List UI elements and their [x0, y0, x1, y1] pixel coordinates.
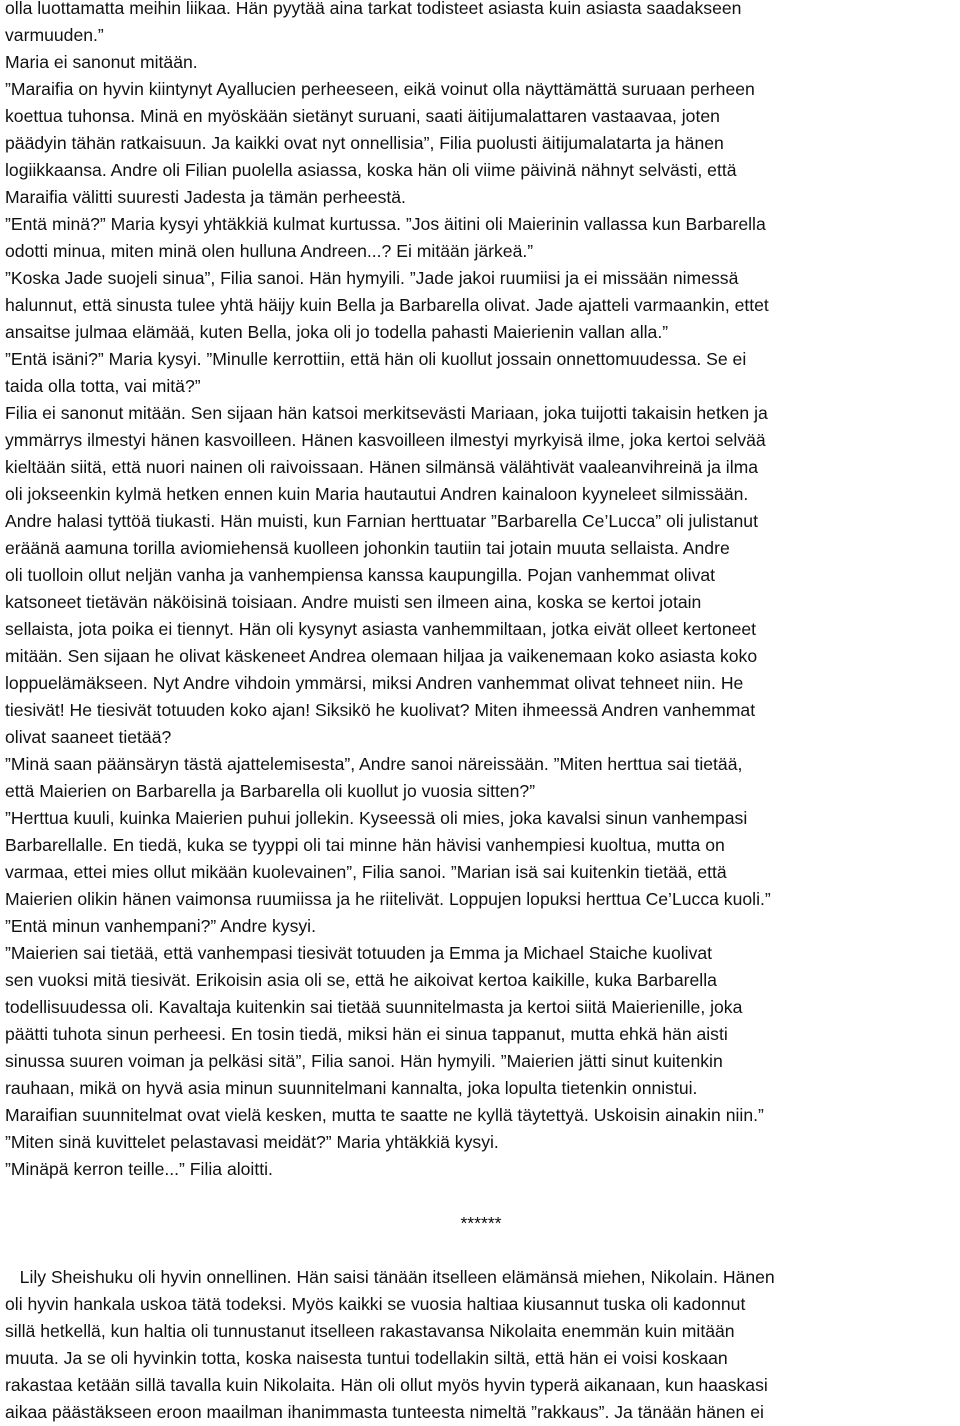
- text-line: päädyin tähän ratkaisuun. Ja kaikki ovat nyt onnellisia”, Filia puolusti äitijumalatarta ja hänen: [5, 133, 724, 153]
- text-line: olla luottamatta meihin liikaa. Hän pyytää aina tarkat todisteet asiasta kuin asiasta saadakseen: [5, 0, 742, 18]
- text-line: loppuelämäkseen. Nyt Andre vihdoin ymmärsi, miksi Andren vanhemmat olivat tehneet niin. He: [5, 673, 744, 693]
- text-line: oli tuolloin ollut neljän vanha ja vanhempiensa kanssa kaupungilla. Pojan vanhemmat olivat: [5, 565, 716, 585]
- text-line: mitään. Sen sijaan he olivat käskeneet Andrea olemaan hiljaa ja vaikenemaan koko asiasta koko: [5, 646, 758, 666]
- text-line: sellaista, jota poika ei tiennyt. Hän oli kysynyt asiasta vanhemmiltaan, jotka eivät olleet kertoneet: [5, 619, 757, 639]
- section-two-text: [5, 1264, 957, 1426]
- text-line: ”Maierien sai tietää, että vanhempasi tiesivät totuuden ja Emma ja Michael Staiche kuolivat: [5, 943, 713, 963]
- text-line: ymmärrys ilmestyi hänen kasvoilleen. Hänen kasvoilleen ilmestyi myrkyisä ilme, joka kertoi selvää: [5, 430, 766, 450]
- text-line: todellisuudessa oli. Kavaltaja kuitenkin sai tietää suunnitelmasta ja kertoi siitä Maierienille, joka: [5, 997, 743, 1017]
- blank-line: [5, 1183, 957, 1210]
- text-line: ”Maraifia on hyvin kiintynyt Ayallucien perheeseen, eikä voinut olla näyttämättä suruaan perheen: [5, 79, 755, 99]
- text-line: koettua tuhonsa. Minä en myöskään sietänyt suruani, saati äitijumalattaren vastaavaa, joten: [5, 106, 720, 126]
- text-line: kieltään siitä, että nuori nainen oli raivoissaan. Hänen silmänsä välähtivät vaaleanvihreinä ja ilma: [5, 457, 759, 477]
- text-line: päätti tuhota sinun perheesi. En tosin tiedä, miksi hän ei sinua tappanut, mutta ehkä hän aisti: [5, 1024, 728, 1044]
- text-line: varmuuden.”: [5, 25, 104, 45]
- text-line: ”Entä minun vanhempani?” Andre kysyi.: [5, 916, 316, 936]
- text-line: Filia ei sanonut mitään. Sen sijaan hän katsoi merkitsevästi Mariaan, joka tuijotti takaisin hetken ja: [5, 403, 768, 423]
- text-line: Maierien olikin hänen vaimonsa ruumiissa ja he riitelivät. Loppujen lopuksi herttua Ce’Lucca kuoli.”: [5, 889, 771, 909]
- text-line: ”Minä saan päänsäryn tästä ajattelemisesta”, Andre sanoi näreissään. ”Miten herttua sai tietää,: [5, 754, 743, 774]
- text-line: muuta. Ja se oli hyvinkin totta, koska naisesta tuntui todellakin siltä, että hän ei voisi koskaan: [5, 1348, 728, 1368]
- text-line: että Maierien on Barbarella ja Barbarella oli kuollut jo vuosia sitten?”: [5, 781, 536, 801]
- text-line: sillä hetkellä, kun haltia oli tunnustanut itselleen rakastavansa Nikolaita enemmän kuin mitään: [5, 1321, 735, 1341]
- text-line: Maraifia välitti suuresti Jadesta ja tämän perheestä.: [5, 187, 406, 207]
- text-line: rakastaa ketään sillä tavalla kuin Nikolaita. Hän oli ollut myös hyvin typerä aikanaan, kun haaskasi: [5, 1375, 768, 1395]
- text-line: sinussa suuren voiman ja pelkäsi sitä”, Filia sanoi. Hän hymyili. ”Maierien jätti sinut kuitenkin: [5, 1051, 723, 1071]
- text-line: logiikkaansa. Andre oli Filian puolella asiassa, koska hän oli viime päivinä nähnyt selvästi, että: [5, 160, 737, 180]
- text-line: taida olla totta, vai mitä?”: [5, 376, 201, 396]
- text-line: aikaa päästäkseen eroon maailman ihanimmasta tunteesta nimeltä ”rakkaus”. Ja tänään hänen ei: [5, 1402, 764, 1422]
- text-line: rauhaan, mikä on hyvä asia minun suunnitelmani kannalta, joka lopulta tietenkin onnistui.: [5, 1078, 698, 1098]
- text-line: tiesivät! He tiesivät totuuden koko ajan! Siksikö he kuolivat? Miten ihmeessä Andren vanhemmat: [5, 700, 756, 720]
- section-separator: ******: [460, 1213, 502, 1233]
- text-line: olivat saaneet tietää?: [5, 727, 172, 747]
- section-one-text: [5, 0, 957, 1183]
- text-line: ”Minäpä kerron teille...” Filia aloitti.: [5, 1159, 273, 1179]
- text-line: Lily Sheishuku oli hyvin onnellinen. Hän saisi tänään itselleen elämänsä miehen, Nikolain. Hänen: [5, 1267, 775, 1287]
- text-line: oli jokseenkin kylmä hetken ennen kuin Maria hautautui Andren kainaloon kyyneleet silmissään.: [5, 484, 749, 504]
- text-line: Maraifian suunnitelmat ovat vielä kesken, mutta te saatte ne kyllä täytettyä. Uskoisin ainakin niin.”: [5, 1105, 764, 1125]
- text-line: eräänä aamuna torilla aviomiehensä kuolleen johonkin tautiin tai jotain muuta sellaista. Andre: [5, 538, 730, 558]
- text-line: ”Miten sinä kuvittelet pelastavasi meidät?” Maria yhtäkkiä kysyi.: [5, 1132, 499, 1152]
- text-line: Barbarellalle. En tiedä, kuka se tyyppi oli tai minne hän hävisi vanhempiesi kuoltua, mutta on: [5, 835, 725, 855]
- text-line: oli hyvin hankala uskoa tätä todeksi. Myös kaikki se vuosia haltiaa kiusannut tuska oli kadonnut: [5, 1294, 746, 1314]
- text-line: sen vuoksi mitä tiesivät. Erikoisin asia oli se, että he aikoivat kertoa kaikille, kuka Barbarella: [5, 970, 717, 990]
- document-page: [5, 0, 957, 1426]
- text-line: ”Entä isäni?” Maria kysyi. ”Minulle kerrottiin, että hän oli kuollut jossain onnettomuudessa. Se ei: [5, 349, 747, 369]
- text-line: Andre halasi tyttöä tiukasti. Hän muisti, kun Farnian herttuatar ”Barbarella Ce’Lucca” oli julistanut: [5, 511, 758, 531]
- text-line: Maria ei sanonut mitään.: [5, 52, 198, 72]
- text-line: ”Herttua kuuli, kuinka Maierien puhui jollekin. Kyseessä oli mies, joka kavalsi sinun vanhempasi: [5, 808, 748, 828]
- text-line: ”Koska Jade suojeli sinua”, Filia sanoi. Hän hymyili. ”Jade jakoi ruumiisi ja ei missään nimessä: [5, 268, 739, 288]
- text-line: halunnut, että sinusta tulee yhtä häijy kuin Bella ja Barbarella olivat. Jade ajatteli varmaankin, ettet: [5, 295, 769, 315]
- blank-line: [5, 1237, 957, 1264]
- text-line: odotti minua, miten minä olen hulluna Andreen...? Ei mitään järkeä.”: [5, 241, 534, 261]
- text-line: varmaa, ettei mies ollut mikään kuolevainen”, Filia sanoi. ”Marian isä sai kuitenkin tietää, että: [5, 862, 727, 882]
- text-line: ansaitse julmaa elämää, kuten Bella, joka oli jo todella pahasti Maierienin vallan alla.”: [5, 322, 669, 342]
- text-line: katsoneet tietävän näköisinä toisiaan. Andre muisti sen ilmeen aina, koska se kertoi jotain: [5, 592, 702, 612]
- text-line: ”Entä minä?” Maria kysyi yhtäkkiä kulmat kurtussa. ”Jos äitini oli Maierinin vallassa kun Barbarella: [5, 214, 766, 234]
